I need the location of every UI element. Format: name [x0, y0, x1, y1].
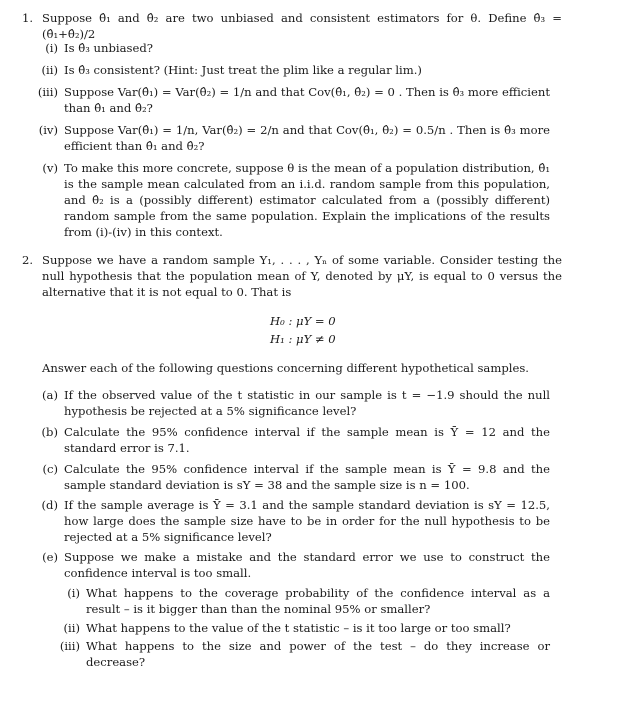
- part-label: (iii): [37, 85, 58, 99]
- part-label: (c): [42, 462, 58, 476]
- subpart-text: What happens to the value of the t statistic – is it too large or too small?: [86, 621, 511, 635]
- q2-part-c: [30, 461, 550, 493]
- q1-part-i: [30, 40, 550, 56]
- question-intro: Suppose we have a random sample Y₁, . . . , Yₙ of some variable. Consider testing the null hypothesis that the population mean of Y, denoted by μY, is equal to 0 versus the alternative that it is not equal to 0. That is: [42, 253, 562, 299]
- question-2: [22, 252, 562, 300]
- part-label: (v): [42, 161, 58, 175]
- q2-e-subpart-iii: [52, 638, 550, 670]
- q1-part-v: [30, 160, 550, 240]
- part-text: Suppose Var(θ̂₁) = 1/n, Var(θ̂₂) = 2/n and that Cov(θ̂₁, θ̂₂) = 0.5/n . Then is θ̂₃ more efficient than θ̂₁ and θ̂₂?: [64, 123, 550, 153]
- lead-text: Answer each of the following questions concerning different hypothetical samples.: [42, 361, 529, 375]
- part-text: Is θ̂₃ unbiased?: [64, 41, 153, 55]
- subpart-text: What happens to the coverage probability of the confidence interval as a result – is it bigger than than the nominal 95% or smaller?: [86, 586, 550, 616]
- part-text: Calculate the 95% confidence interval if the sample mean is Ȳ = 9.8 and the sample standard deviation is sY = 38 and the sample size is n = 100.: [64, 462, 550, 492]
- q2-e-subpart-i: [52, 585, 550, 617]
- part-label: (d): [41, 498, 58, 512]
- part-text: If the observed value of the t statistic in our sample is t = −1.9 should the null hypothesis be rejected at a 5% significance level?: [64, 388, 550, 418]
- subpart-text: What happens to the size and power of the test – do they increase or decrease?: [86, 639, 550, 669]
- part-label: (b): [41, 425, 58, 439]
- question-number: 2.: [22, 253, 34, 267]
- q2-e-subpart-ii: [52, 620, 550, 636]
- question-number: 1.: [22, 11, 34, 25]
- subpart-label: (iii): [59, 639, 80, 653]
- part-text: To make this more concrete, suppose θ is the mean of a population distribution, θ̂₁ is the sample mean calculated from an i.i.d. random sample from this population, and θ̂₂ is a (possibly different) estimator calculated from a (possibly different) random sample from the same population. Explain the implications of the results from (i)-(iv) in this context.: [64, 161, 550, 239]
- part-label: (iv): [38, 123, 58, 137]
- part-label: (i): [45, 41, 58, 55]
- part-label: (a): [42, 388, 58, 402]
- part-text: Suppose Var(θ̂₁) = Var(θ̂₂) = 1/n and that Cov(θ̂₁, θ̂₂) = 0 . Then is θ̂₃ more efficient than θ̂₁ and θ̂₂?: [64, 85, 550, 115]
- q2-part-e: [30, 549, 550, 581]
- subpart-label: (i): [67, 586, 80, 600]
- q1-part-iii: [30, 84, 550, 116]
- part-text: Calculate the 95% confidence interval if the sample mean is Ȳ = 12 and the standard error is 7.1.: [64, 425, 550, 455]
- q2-part-d: [30, 497, 550, 545]
- part-text: If the sample average is Ȳ = 3.1 and the sample standard deviation is sY = 12.5, how large does the sample size have to be in order for the null hypothesis to be rejected at a 5% significance level?: [64, 498, 550, 544]
- question-2-lead: [22, 360, 562, 376]
- question-intro: Suppose θ̂₁ and θ̂₂ are two unbiased and consistent estimators for θ. Define θ̂₃ = (θ̂₁+θ̂₂)/2: [42, 11, 562, 41]
- part-text: Suppose we make a mistake and the standard error we use to construct the confidence interval is too small.: [64, 550, 550, 580]
- question-1: [22, 10, 562, 42]
- null-hypothesis: H₀ : μY = 0: [270, 314, 336, 328]
- part-label: (ii): [41, 63, 58, 77]
- q1-part-ii: [30, 62, 550, 78]
- q2-part-a: [30, 387, 550, 419]
- q2-part-b: [30, 424, 550, 456]
- q1-part-iv: [30, 122, 550, 154]
- part-label: (e): [42, 550, 58, 564]
- part-text: Is θ̂₃ consistent? (Hint: Just treat the plim like a regular lim.): [64, 63, 422, 77]
- subpart-label: (ii): [63, 621, 80, 635]
- alternative-hypothesis: H₁ : μY ≠ 0: [270, 332, 336, 346]
